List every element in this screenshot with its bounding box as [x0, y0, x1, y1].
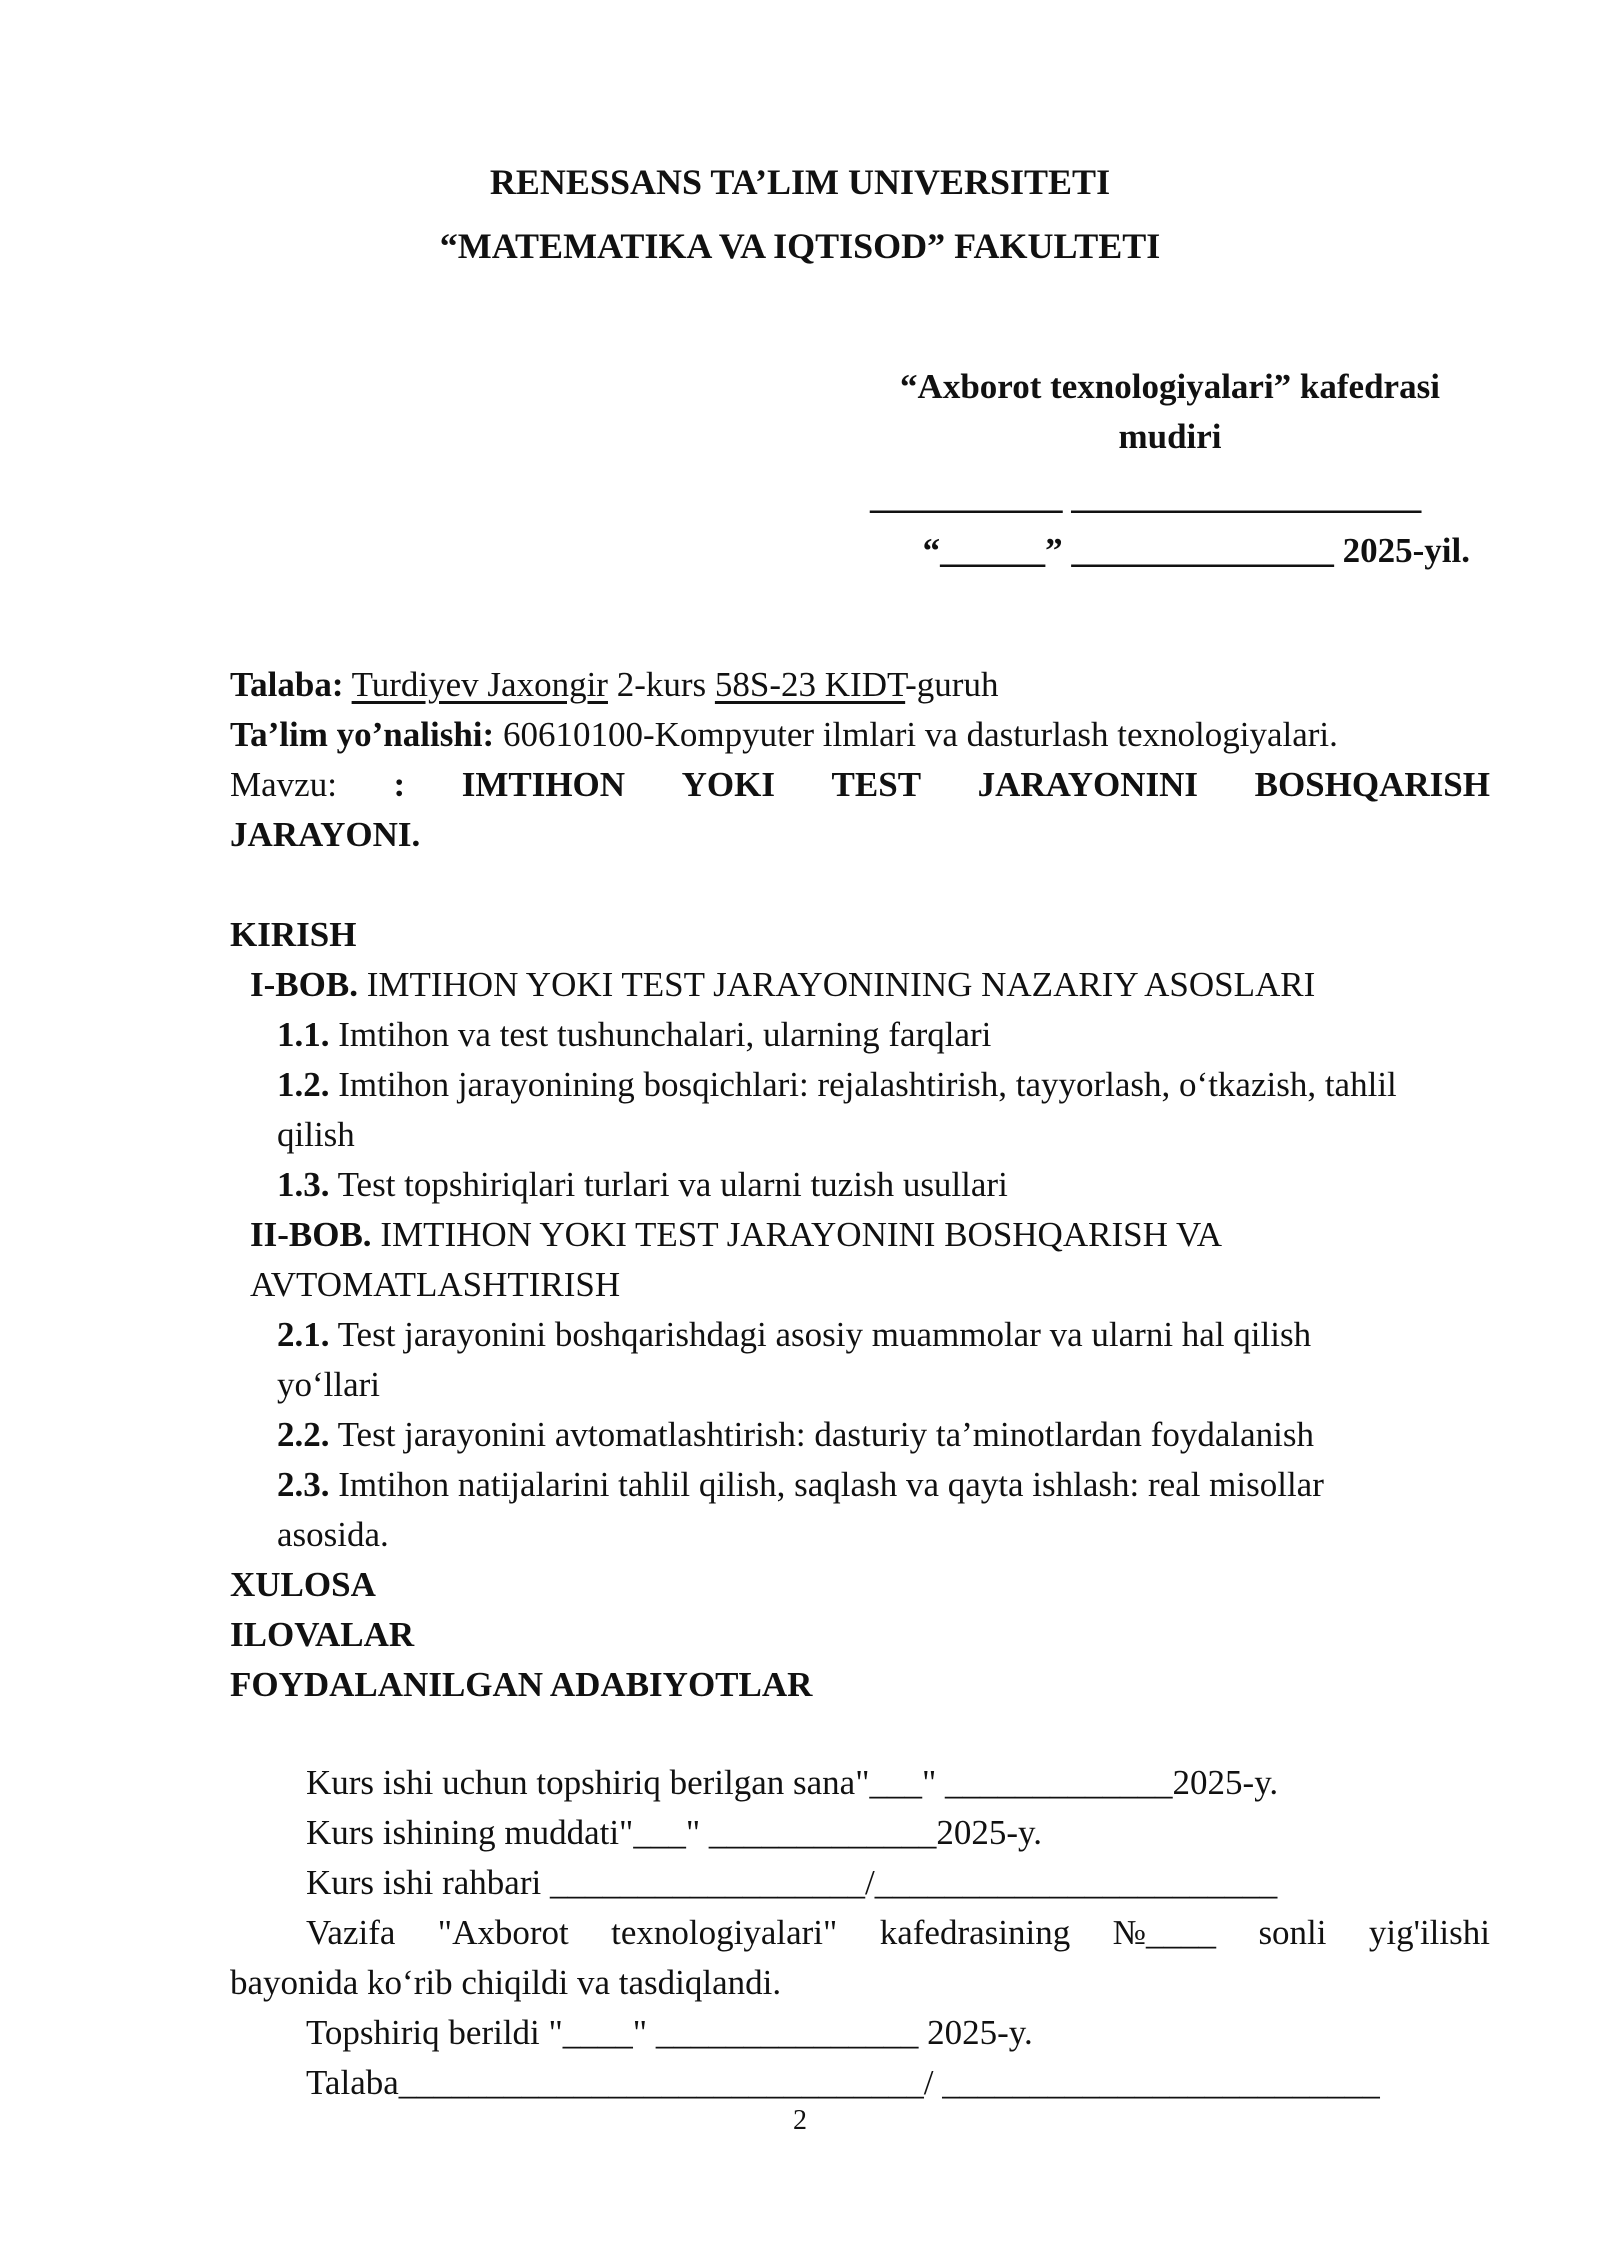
title-block: [0, 150, 1600, 278]
direction-value: 60610100-Kompyuter ilmlari va dasturlash texnologiyalari.: [494, 715, 1338, 754]
topic-word: BOSHQARISH: [1254, 765, 1490, 804]
toc-section-2-1: [230, 1310, 1490, 1360]
toc-chapter-2-num: II-BOB.: [250, 1215, 372, 1254]
toc-section-title: Imtihon jarayonining bosqichlari: rejalashtirish, tayyorlash, o‘tkazish, tahlil: [329, 1065, 1397, 1104]
student-info-block: [230, 660, 1490, 860]
topic-word: TEST: [831, 765, 922, 804]
supervisor-line: Kurs ishi rahbari __________________/_______________________: [306, 1863, 1278, 1902]
task-word: "Axborot: [437, 1913, 569, 1952]
toc-section-2-3-cont: asosida.: [277, 1515, 389, 1554]
topic-word: JARAYONINI: [977, 765, 1199, 804]
table-of-contents: [230, 910, 1490, 1710]
toc-conclusion: XULOSA: [230, 1565, 376, 1604]
toc-appendices: ILOVALAR: [230, 1615, 415, 1654]
direction-label: Ta’lim yo’nalishi:: [230, 715, 495, 754]
signature-line: ___________ ____________________: [870, 477, 1422, 516]
student-label: Talaba:: [230, 665, 344, 704]
toc-section-2-1-cont: yo‘llari: [277, 1365, 381, 1404]
toc-section-1-3: [230, 1160, 1490, 1210]
toc-chapter-2-cont: AVTOMATLASHTIRISH: [250, 1265, 621, 1304]
toc-chapter-1-num: I-BOB.: [250, 965, 358, 1004]
toc-section-num: 1.2.: [277, 1065, 330, 1104]
topic-colon: :: [393, 765, 406, 804]
toc-section-1-1: [230, 1010, 1490, 1060]
toc-section-title: Test jarayonini boshqarishdagi asosiy muammolar va ularni hal qilish: [329, 1315, 1312, 1354]
topic-label: Mavzu:: [230, 765, 337, 804]
toc-section-title: Test topshiriqlari turlari va ularni tuzish usullari: [329, 1165, 1008, 1204]
toc-references: FOYDALANILGAN ADABIYOTLAR: [230, 1665, 813, 1704]
direction-line: [230, 710, 1490, 760]
toc-section-num: 2.1.: [277, 1315, 330, 1354]
given-line: Topshiriq berildi "____" _______________ 2025-y.: [306, 2013, 1033, 2052]
student-course: 2-kurs: [607, 665, 715, 704]
approval-date-line: “______” _______________ 2025-yil.: [922, 531, 1470, 570]
task-word: Vazifa: [306, 1913, 396, 1952]
toc-intro: KIRISH: [230, 915, 357, 954]
assignment-footer: [230, 1758, 1490, 2108]
task-word: №____: [1112, 1913, 1217, 1952]
topic-word: YOKI: [681, 765, 775, 804]
student-name: Turdiyev Jaxongir: [351, 665, 608, 704]
toc-section-2-3: [230, 1460, 1490, 1510]
student-group: 58S-23 KIDT: [714, 665, 906, 704]
toc-chapter-2-title: IMTIHON YOKI TEST JARAYONINI BOSHQARISH VA: [371, 1215, 1223, 1254]
approval-line-2: mudiri: [1118, 417, 1222, 456]
toc-chapter-1-title: IMTIHON YOKI TEST JARAYONINING NAZARIY ASOSLARI: [357, 965, 1316, 1004]
toc-section-title: Test jarayonini avtomatlashtirish: dasturiy ta’minotlardan foydalanish: [329, 1415, 1314, 1454]
toc-section-1-2-cont: qilish: [277, 1115, 355, 1154]
task-line-2: bayonida ko‘rib chiqildi va tasdiqlandi.: [230, 1963, 782, 2002]
deadline-line: Kurs ishining muddati"___" _____________2025-y.: [306, 1813, 1043, 1852]
task-word: texnologiyalari": [611, 1913, 838, 1952]
toc-section-2-2: [230, 1410, 1490, 1460]
toc-section-1-2: [230, 1060, 1490, 1110]
topic-line: [230, 760, 1490, 810]
assigned-date-line: Kurs ishi uchun topshiriq berilgan sana"___" _____________2025-y.: [306, 1763, 1279, 1802]
toc-chapter-1: [230, 960, 1490, 1010]
toc-section-title: Imtihon va test tushunchalari, ularning farqlari: [329, 1015, 992, 1054]
approval-block: [870, 362, 1470, 576]
toc-section-num: 2.2.: [277, 1415, 330, 1454]
student-signature-line: Talaba______________________________/ _________________________: [306, 2063, 1380, 2102]
toc-section-num: 2.3.: [277, 1465, 330, 1504]
toc-section-num: 1.3.: [277, 1165, 330, 1204]
topic-line-2: JARAYONI.: [230, 815, 421, 854]
approval-line-1: “Axborot texnologiyalari” kafedrasi: [900, 367, 1440, 406]
page-number: 2: [793, 2105, 807, 2136]
task-word: yig'ilishi: [1368, 1913, 1490, 1952]
student-line: [230, 660, 1490, 710]
university-name: RENESSANS TA’LIM UNIVERSITETI: [489, 162, 1111, 202]
topic-word: IMTIHON: [461, 765, 626, 804]
toc-chapter-2: [230, 1210, 1490, 1260]
task-word: kafedrasining: [879, 1913, 1071, 1952]
student-group-suffix: -guruh: [905, 665, 999, 704]
task-word: sonli: [1258, 1913, 1327, 1952]
toc-section-title: Imtihon natijalarini tahlil qilish, saqlash va qayta ishlash: real misollar: [329, 1465, 1324, 1504]
faculty-name: “MATEMATIKA VA IQTISOD” FAKULTETI: [439, 226, 1161, 266]
toc-section-num: 1.1.: [277, 1015, 330, 1054]
task-line: [230, 1908, 1490, 1958]
